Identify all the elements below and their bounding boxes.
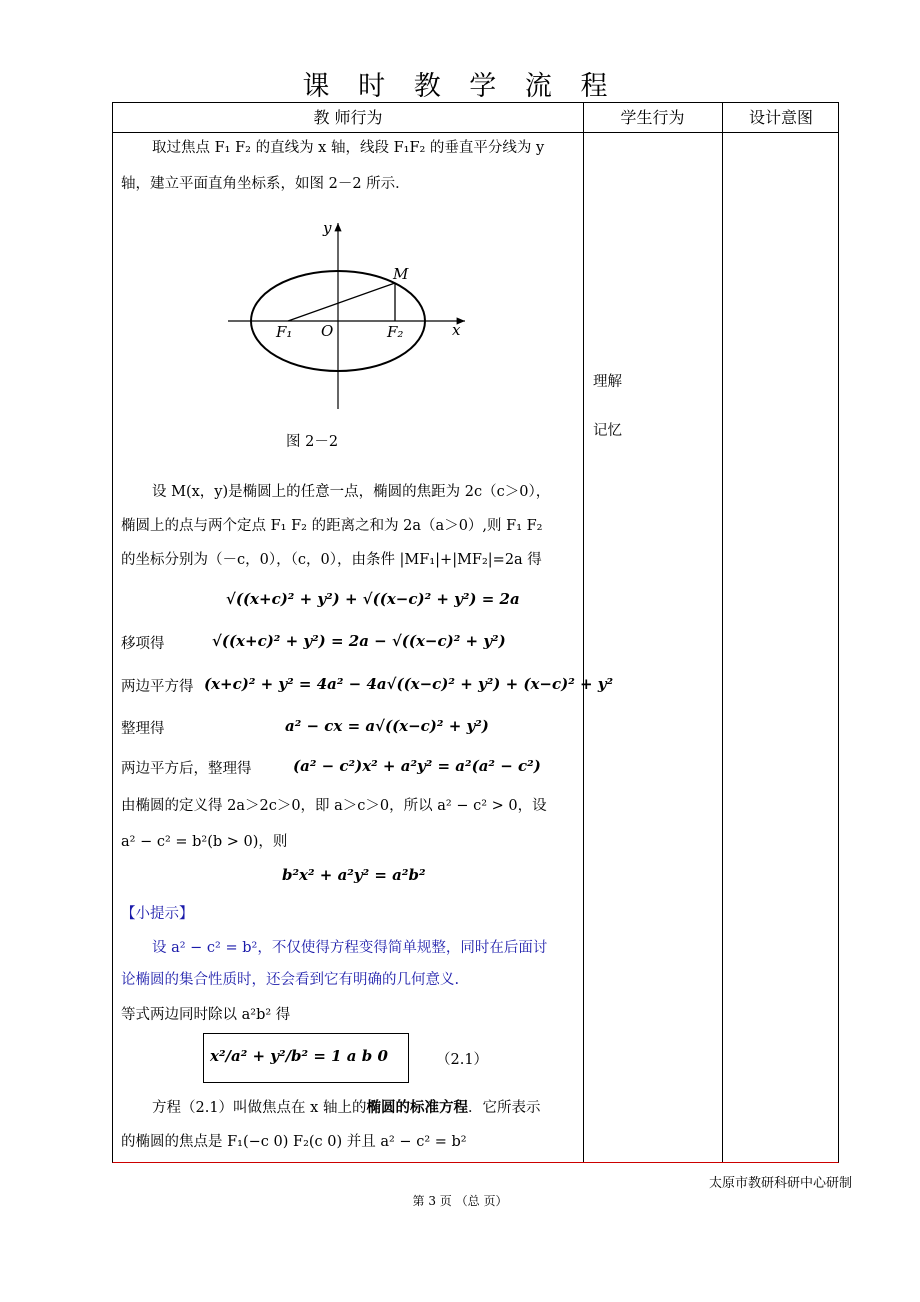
paragraph-line: 椭圆上的点与两个定点 F₁ F₂ 的距离之和为 2a（a＞0）,则 F₁ F₂ [121, 518, 543, 534]
column-divider [583, 103, 584, 1162]
equation: a² − cx = a√((x−c)² + y²) [285, 717, 489, 735]
step-label: 两边平方后，整理得 [121, 761, 252, 777]
x-axis-label: x [452, 321, 461, 339]
paragraph-text: ．它所表示 [467, 1100, 541, 1116]
paragraph-line: 设 M(x，y)是椭圆上的任意一点，椭圆的焦距为 2c（c＞0）， [152, 484, 551, 500]
step-label: 整理得 [121, 721, 165, 737]
tip-label: 【小提示】 [121, 906, 194, 922]
paragraph-text: 方程（2.1）叫做焦点在 x 轴上的 [152, 1100, 367, 1116]
header-divider [113, 132, 838, 133]
paragraph-line: 的坐标分别为（－c，0），（c，0），由条件 |MF₁|+|MF₂|=2a 得 [121, 552, 542, 568]
ellipse-figure [220, 215, 480, 415]
equation-tag: （2.1） [436, 1052, 489, 1068]
equation: √((x+c)² + y²) + √((x−c)² + y²) = 2a [226, 590, 520, 608]
tip-line: 设 a² − c² = b²，不仅使得方程变得简单规整，同时在后面讨 [152, 940, 548, 956]
equation: (a² − c²)x² + a²y² = a²(a² − c²) [293, 757, 541, 775]
paragraph-line [152, 1096, 540, 1117]
standard-equation: x²/a² + y²/b² = 1 a b 0 [210, 1047, 388, 1065]
focus-F2-label: F₂ [387, 323, 404, 341]
focus-F1-label: F₁ [276, 323, 293, 341]
paragraph-line: 由椭圆的定义得 2a＞2c＞0，即 a＞c＞0，所以 a² − c² > 0，设 [121, 798, 547, 814]
y-axis-label: y [323, 219, 332, 237]
paragraph-line: 取过焦点 F₁ F₂ 的直线为 x 轴，线段 F₁F₂ 的垂直平分线为 y [152, 140, 545, 156]
footer-org: 太原市教研科研中心研制 [708, 1176, 852, 1191]
point-M-label: M [393, 265, 409, 283]
page-number: 第 3 页 （总 页） [412, 1194, 508, 1208]
equation: √((x+c)² + y²) = 2a − √((x−c)² + y²) [212, 632, 506, 650]
emphasis-term: 椭圆的标准方程 [366, 1099, 468, 1116]
paragraph-line: 轴，建立平面直角坐标系，如图 2－2 所示． [121, 176, 410, 192]
equation: (x+c)² + y² = 4a² − 4a√((x−c)² + y²) + (x−c)² + y² [204, 675, 614, 693]
header-design: 设计意图 [748, 108, 813, 127]
equation: b²x² + a²y² = a²b² [282, 866, 426, 884]
figure-caption: 图 2－2 [286, 434, 339, 450]
header-teacher: 教 师行为 [313, 108, 383, 127]
header-student: 学生行为 [620, 108, 685, 127]
student-action: 理解 [593, 374, 622, 390]
page-title: 课 时 教 学 流 程 [302, 71, 618, 102]
paragraph-line: 的椭圆的焦点是 F₁(−c 0) F₂(c 0) 并且 a² − c² = b² [121, 1134, 467, 1150]
step-label: 两边平方得 [121, 679, 194, 695]
paragraph-line: 等式两边同时除以 a²b² 得 [121, 1007, 291, 1023]
paragraph-line: a² − c² = b²(b > 0)，则 [121, 834, 288, 850]
column-divider [722, 103, 723, 1162]
segment-MF1 [288, 283, 395, 321]
student-action: 记忆 [593, 423, 622, 439]
tip-line: 论椭圆的集合性质时，还会看到它有明确的几何意义. [121, 972, 460, 988]
step-label: 移项得 [121, 636, 165, 652]
origin-label: O [321, 322, 334, 340]
